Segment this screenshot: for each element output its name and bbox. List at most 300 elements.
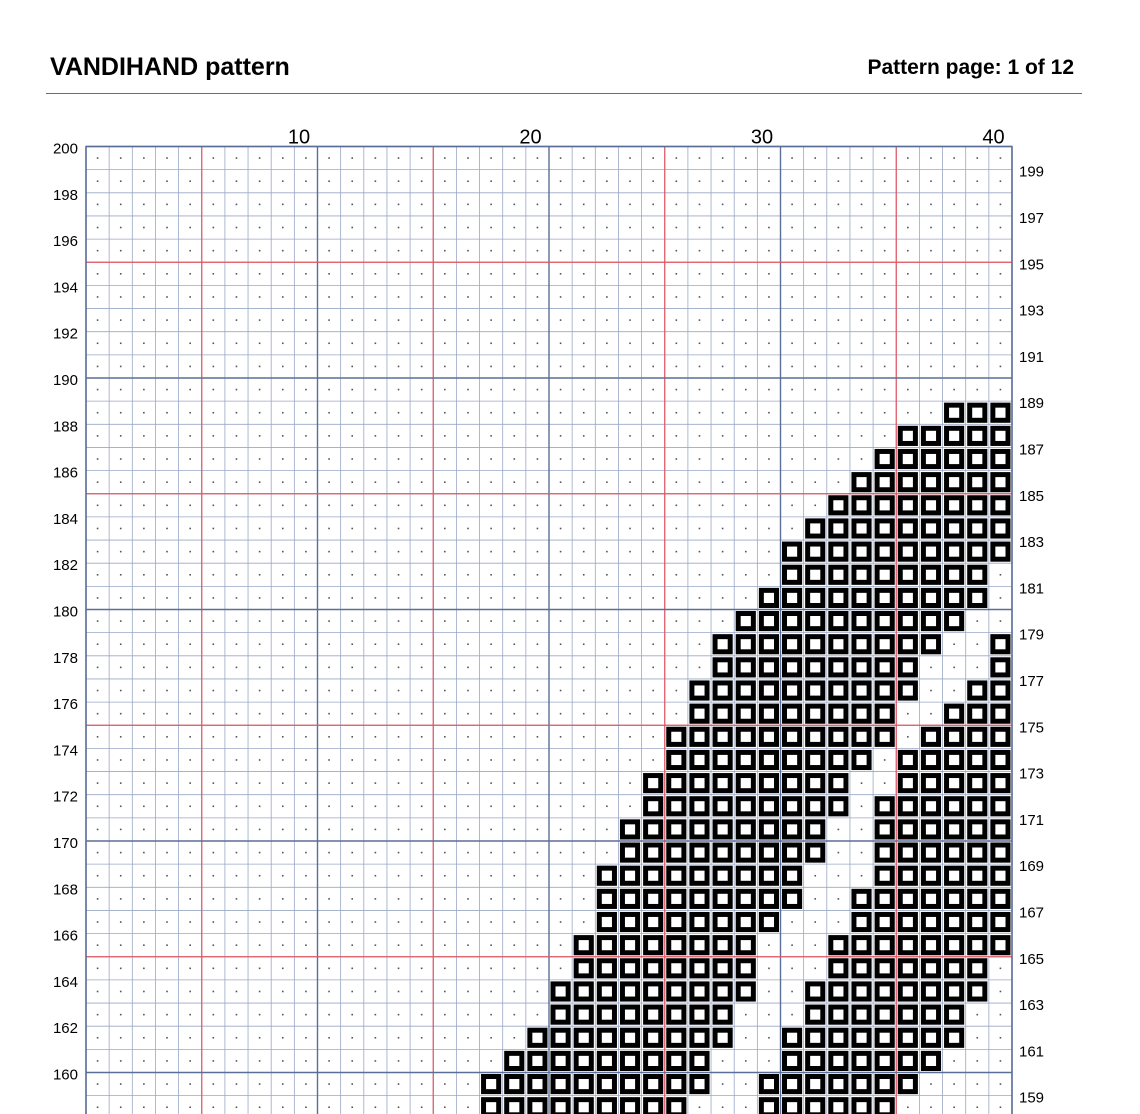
empty-cell-dot [236,250,238,252]
empty-cell-dot [97,227,99,229]
empty-cell-dot [953,319,955,321]
empty-cell-dot [328,852,330,854]
empty-cell-dot [351,852,353,854]
empty-cell-dot [884,157,886,159]
empty-cell-dot [467,921,469,923]
empty-cell-dot [282,713,284,715]
empty-cell-dot [722,412,724,414]
empty-cell-dot [907,157,909,159]
empty-cell-dot [166,204,168,206]
empty-cell-dot [120,1014,122,1016]
empty-cell-dot [560,574,562,576]
empty-cell-dot [259,643,261,645]
empty-cell-dot [213,736,215,738]
row-label-right: 159 [1019,1089,1045,1107]
stitch-cell-center [509,1102,519,1112]
empty-cell-dot [421,643,423,645]
stitch-cell-center [810,778,820,788]
empty-cell-dot [652,157,654,159]
empty-cell-dot [560,528,562,530]
empty-cell-dot [976,342,978,344]
empty-cell-dot [421,1083,423,1085]
empty-cell-dot [814,180,816,182]
empty-cell-dot [375,805,377,807]
column-label: 10 [287,126,311,149]
empty-cell-dot [930,180,932,182]
stitch-cell-center [926,547,936,557]
empty-cell-dot [537,713,539,715]
empty-cell-dot [838,875,840,877]
empty-cell-dot [444,690,446,692]
empty-cell-dot [629,643,631,645]
empty-cell-dot [467,157,469,159]
stitch-cell-center [903,871,913,881]
empty-cell-dot [236,736,238,738]
empty-cell-dot [583,898,585,900]
empty-cell-dot [305,481,307,483]
stitch-cell-center [810,824,820,834]
empty-cell-dot [166,273,168,275]
empty-cell-dot [699,620,701,622]
empty-cell-dot [1000,296,1002,298]
stitch-cell-center [764,755,774,765]
empty-cell-dot [444,296,446,298]
empty-cell-dot [629,296,631,298]
stitch-cell-center [671,894,681,904]
empty-cell-dot [861,180,863,182]
empty-cell-dot [537,944,539,946]
row-label-right: 197 [1019,209,1045,227]
empty-cell-dot [490,273,492,275]
empty-cell-dot [861,458,863,460]
empty-cell-dot [490,342,492,344]
empty-cell-dot [236,713,238,715]
stitch-cell-center [694,940,704,950]
row-label-right: 179 [1019,626,1045,644]
empty-cell-dot [421,921,423,923]
empty-cell-dot [166,898,168,900]
empty-cell-dot [745,319,747,321]
empty-cell-dot [143,829,145,831]
empty-cell-dot [351,991,353,993]
empty-cell-dot [143,736,145,738]
empty-cell-dot [976,227,978,229]
stitch-cell-center [694,1079,704,1089]
empty-cell-dot [213,805,215,807]
stitch-cell-center [856,547,866,557]
empty-cell-dot [305,620,307,622]
empty-cell-dot [629,250,631,252]
row-label-right: 177 [1019,672,1045,690]
empty-cell-dot [97,180,99,182]
stitch-cell-center [810,848,820,858]
empty-cell-dot [513,620,515,622]
empty-cell-dot [213,1083,215,1085]
empty-cell-dot [213,574,215,576]
empty-cell-dot [537,643,539,645]
empty-cell-dot [282,667,284,669]
empty-cell-dot [629,227,631,229]
empty-cell-dot [699,481,701,483]
empty-cell-dot [490,458,492,460]
empty-cell-dot [745,1014,747,1016]
empty-cell-dot [699,505,701,507]
empty-cell-dot [976,1014,978,1016]
empty-cell-dot [490,204,492,206]
empty-cell-dot [328,898,330,900]
empty-cell-dot [236,667,238,669]
stitch-cell-center [787,1033,797,1043]
stitch-cell-center [903,940,913,950]
stitch-cell-center [741,685,751,695]
stitch-cell-center [972,848,982,858]
empty-cell-dot [583,180,585,182]
empty-cell-dot [444,944,446,946]
empty-cell-dot [189,944,191,946]
stitch-cell-center [926,732,936,742]
stitch-cell-center [787,778,797,788]
stitch-cell-center [741,940,751,950]
empty-cell-dot [236,227,238,229]
empty-cell-dot [351,528,353,530]
empty-cell-dot [282,574,284,576]
row-label-left: 188 [52,418,78,436]
empty-cell-dot [282,968,284,970]
empty-cell-dot [467,319,469,321]
empty-cell-dot [537,921,539,923]
empty-cell-dot [375,366,377,368]
empty-cell-dot [97,759,99,761]
empty-cell-dot [652,389,654,391]
empty-cell-dot [814,389,816,391]
empty-cell-dot [120,389,122,391]
empty-cell-dot [398,713,400,715]
empty-cell-dot [143,667,145,669]
empty-cell-dot [421,597,423,599]
empty-cell-dot [213,505,215,507]
empty-cell-dot [375,180,377,182]
empty-cell-dot [444,227,446,229]
stitch-cell-center [926,593,936,603]
empty-cell-dot [652,296,654,298]
empty-cell-dot [490,574,492,576]
empty-cell-dot [305,389,307,391]
empty-cell-dot [490,1014,492,1016]
empty-cell-dot [768,204,770,206]
empty-cell-dot [560,273,562,275]
empty-cell-dot [560,366,562,368]
empty-cell-dot [213,1106,215,1108]
empty-cell-dot [953,690,955,692]
empty-cell-dot [421,829,423,831]
stitch-cell-center [741,732,751,742]
empty-cell-dot [259,991,261,993]
empty-cell-dot [490,597,492,599]
stitch-cell-center [833,1010,843,1020]
row-label-left: 198 [52,186,78,204]
stitch-cell-center [926,963,936,973]
stitch-cell-center [926,917,936,927]
stitch-cell-center [810,755,820,765]
empty-cell-dot [143,875,145,877]
empty-cell-dot [421,273,423,275]
empty-cell-dot [166,829,168,831]
stitch-cell-center [903,1033,913,1043]
empty-cell-dot [560,389,562,391]
stitch-cell-center [556,1079,566,1089]
stitch-cell-center [694,824,704,834]
empty-cell-dot [490,227,492,229]
stitch-cell-center [694,732,704,742]
empty-cell-dot [120,458,122,460]
empty-cell-dot [189,481,191,483]
empty-cell-dot [305,944,307,946]
empty-cell-dot [328,944,330,946]
stitch-cell-center [972,570,982,580]
stitch-cell-center [602,871,612,881]
empty-cell-dot [351,968,353,970]
empty-cell-dot [120,690,122,692]
empty-cell-dot [143,319,145,321]
empty-cell-dot [305,505,307,507]
empty-cell-dot [490,180,492,182]
empty-cell-dot [375,1037,377,1039]
empty-cell-dot [143,180,145,182]
empty-cell-dot [189,458,191,460]
empty-cell-dot [328,620,330,622]
empty-cell-dot [861,435,863,437]
stitch-cell-center [903,1056,913,1066]
empty-cell-dot [375,250,377,252]
empty-cell-dot [768,1060,770,1062]
empty-cell-dot [768,319,770,321]
empty-cell-dot [120,412,122,414]
empty-cell-dot [120,759,122,761]
empty-cell-dot [166,875,168,877]
empty-cell-dot [652,528,654,530]
stitch-cell-center [903,500,913,510]
empty-cell-dot [282,204,284,206]
stitch-cell-center [556,1056,566,1066]
empty-cell-dot [513,528,515,530]
empty-cell-dot [490,319,492,321]
empty-cell-dot [375,852,377,854]
stitch-cell-center [903,848,913,858]
stitch-cell-center [833,500,843,510]
empty-cell-dot [1000,1106,1002,1108]
empty-cell-dot [421,1060,423,1062]
empty-cell-dot [676,505,678,507]
stitch-cell-center [856,639,866,649]
empty-cell-dot [722,481,724,483]
empty-cell-dot [398,991,400,993]
empty-cell-dot [398,458,400,460]
empty-cell-dot [398,667,400,669]
empty-cell-dot [861,412,863,414]
empty-cell-dot [166,342,168,344]
empty-cell-dot [236,898,238,900]
empty-cell-dot [513,204,515,206]
empty-cell-dot [236,1037,238,1039]
empty-cell-dot [305,968,307,970]
empty-cell-dot [421,180,423,182]
empty-cell-dot [351,667,353,669]
empty-cell-dot [120,643,122,645]
empty-cell-dot [375,667,377,669]
empty-cell-dot [351,435,353,437]
empty-cell-dot [398,342,400,344]
row-label-right: 163 [1019,997,1045,1015]
empty-cell-dot [537,389,539,391]
empty-cell-dot [375,991,377,993]
stitch-cell-center [995,824,1005,834]
empty-cell-dot [722,296,724,298]
empty-cell-dot [490,782,492,784]
empty-cell-dot [143,528,145,530]
empty-cell-dot [189,991,191,993]
empty-cell-dot [676,574,678,576]
empty-cell-dot [583,852,585,854]
empty-cell-dot [189,968,191,970]
empty-cell-dot [213,551,215,553]
empty-cell-dot [213,319,215,321]
empty-cell-dot [722,505,724,507]
empty-cell-dot [745,296,747,298]
empty-cell-dot [745,366,747,368]
empty-cell-dot [583,574,585,576]
row-label-right: 165 [1019,950,1045,968]
empty-cell-dot [305,713,307,715]
empty-cell-dot [282,944,284,946]
stitch-cell-center [926,477,936,487]
empty-cell-dot [652,551,654,553]
empty-cell-dot [282,366,284,368]
empty-cell-dot [629,157,631,159]
stitch-cell-center [949,408,959,418]
row-label-right: 193 [1019,302,1045,320]
stitch-cell-center [810,1079,820,1089]
empty-cell-dot [676,690,678,692]
empty-cell-dot [953,180,955,182]
stitch-cell-center [949,801,959,811]
empty-cell-dot [398,366,400,368]
empty-cell-dot [375,227,377,229]
stitch-cell-center [532,1102,542,1112]
stitch-cell-center [810,593,820,603]
empty-cell-dot [282,643,284,645]
empty-cell-dot [444,921,446,923]
empty-cell-dot [722,574,724,576]
empty-cell-dot [328,713,330,715]
empty-cell-dot [328,389,330,391]
empty-cell-dot [120,528,122,530]
empty-cell-dot [282,1037,284,1039]
row-label-right: 195 [1019,256,1045,274]
stitch-cell-center [787,570,797,580]
empty-cell-dot [907,1106,909,1108]
empty-cell-dot [213,597,215,599]
stitch-cell-center [648,801,658,811]
empty-cell-dot [768,458,770,460]
stitch-cell-center [718,732,728,742]
empty-cell-dot [444,204,446,206]
stitch-cell-center [880,639,890,649]
stitch-cell-center [856,1056,866,1066]
empty-cell-dot [976,204,978,206]
empty-cell-dot [213,227,215,229]
empty-cell-dot [838,319,840,321]
empty-cell-dot [814,273,816,275]
empty-cell-dot [236,1083,238,1085]
empty-cell-dot [351,759,353,761]
empty-cell-dot [652,366,654,368]
empty-cell-dot [282,273,284,275]
empty-cell-dot [236,319,238,321]
empty-cell-dot [606,412,608,414]
empty-cell-dot [213,389,215,391]
stitch-cell-center [972,454,982,464]
empty-cell-dot [444,458,446,460]
empty-cell-dot [791,435,793,437]
empty-cell-dot [467,273,469,275]
stitch-cell-center [926,431,936,441]
empty-cell-dot [629,273,631,275]
empty-cell-dot [421,296,423,298]
stitch-cell-center [602,1079,612,1089]
empty-cell-dot [699,643,701,645]
empty-cell-dot [861,389,863,391]
empty-cell-dot [305,273,307,275]
empty-cell-dot [444,389,446,391]
empty-cell-dot [259,435,261,437]
empty-cell-dot [444,574,446,576]
stitch-cell-center [718,639,728,649]
empty-cell-dot [838,481,840,483]
empty-cell-dot [467,667,469,669]
empty-cell-dot [166,991,168,993]
empty-cell-dot [953,227,955,229]
empty-cell-dot [328,1037,330,1039]
empty-cell-dot [166,736,168,738]
empty-cell-dot [328,574,330,576]
stitch-cell-center [787,871,797,881]
empty-cell-dot [97,736,99,738]
stitch-cell-center [556,986,566,996]
empty-cell-dot [259,921,261,923]
empty-cell-dot [213,991,215,993]
stitch-cell-center [810,662,820,672]
stitch-cell-center [880,477,890,487]
empty-cell-dot [513,296,515,298]
empty-cell-dot [259,1060,261,1062]
empty-cell-dot [537,435,539,437]
empty-cell-dot [467,852,469,854]
empty-cell-dot [97,366,99,368]
empty-cell-dot [791,389,793,391]
empty-cell-dot [305,805,307,807]
empty-cell-dot [143,944,145,946]
stitch-cell-center [856,755,866,765]
empty-cell-dot [143,1083,145,1085]
empty-cell-dot [467,805,469,807]
empty-cell-dot [328,481,330,483]
empty-cell-dot [976,620,978,622]
empty-cell-dot [652,620,654,622]
empty-cell-dot [305,250,307,252]
stitch-cell-center [718,894,728,904]
empty-cell-dot [537,227,539,229]
empty-cell-dot [236,968,238,970]
